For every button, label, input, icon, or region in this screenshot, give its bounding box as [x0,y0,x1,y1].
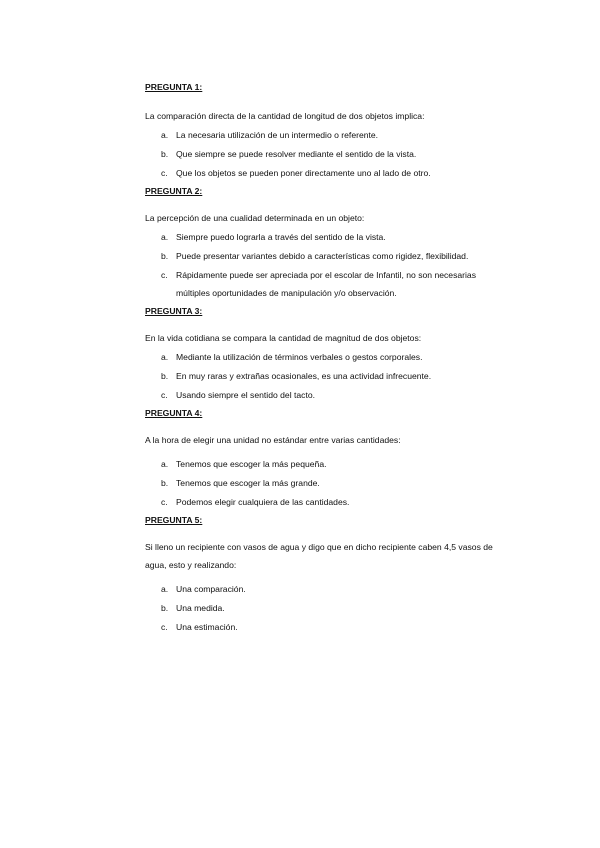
question-section-5 [145,514,505,636]
option-item [145,247,505,265]
options-list [145,126,505,182]
option-item [145,386,505,404]
option-item [145,618,505,636]
option-item [145,266,505,302]
options-list [145,580,505,636]
option-item [145,164,505,182]
option-letter: c. [161,168,168,178]
question-section-2 [145,185,505,302]
question-text: La comparación directa de la cantidad de longitud de dos objetos implica: [145,111,425,121]
option-text: Tenemos que escoger la más pequeña. [176,459,327,469]
option-item [145,126,505,144]
option-letter: b. [161,149,169,159]
quiz-content [145,81,505,637]
options-list [145,455,505,511]
option-item [145,145,505,163]
option-item [145,455,505,473]
option-letter: b. [161,478,169,488]
option-letter: a. [161,584,169,594]
option-text: Puede presentar variantes debido a características como rigidez, flexibilidad. [176,251,469,261]
option-text: Siempre puedo lograrla a través del sentido de la vista. [176,232,386,242]
option-letter: a. [161,232,169,242]
option-letter: c. [161,622,168,632]
question-heading: PREGUNTA 4: [145,408,203,418]
question-heading: PREGUNTA 2: [145,186,203,196]
option-text: Mediante la utilización de términos verbales o gestos corporales. [176,352,423,362]
option-letter: a. [161,130,169,140]
option-text: Podemos elegir cualquiera de las cantidades. [176,497,350,507]
option-item [145,599,505,617]
option-text: Que siempre se puede resolver mediante el sentido de la vista. [176,149,417,159]
option-text: Rápidamente puede ser apreciada por el escolar de Infantil, no son necesarias múltiples oportunidades de manipulación y/o observación. [176,270,477,298]
option-letter: b. [161,603,169,613]
question-heading: PREGUNTA 1: [145,82,203,92]
option-item [145,580,505,598]
options-list [145,228,505,302]
option-text: Que los objetos se pueden poner directamente uno al lado de otro. [176,168,431,178]
option-text: Tenemos que escoger la más grande. [176,478,320,488]
question-text: La percepción de una cualidad determinada en un objeto: [145,213,365,223]
question-text: A la hora de elegir una unidad no estándar entre varias cantidades: [145,435,401,445]
question-section-4 [145,407,505,511]
option-letter: c. [161,270,168,280]
option-letter: a. [161,459,169,469]
option-item [145,474,505,492]
question-text: Si lleno un recipiente con vasos de agua y digo que en dicho recipiente caben 4,5 vasos de agua, esto y realizando: [145,542,493,570]
question-section-1 [145,81,505,182]
option-item [145,348,505,366]
option-letter: c. [161,497,168,507]
option-letter: c. [161,390,168,400]
option-text: Una medida. [176,603,225,613]
question-text: En la vida cotidiana se compara la cantidad de magnitud de dos objetos: [145,333,422,343]
options-list [145,348,505,404]
option-letter: b. [161,371,169,381]
option-item [145,228,505,246]
question-section-3 [145,305,505,404]
option-text: Una comparación. [176,584,246,594]
question-heading: PREGUNTA 3: [145,306,203,316]
option-item [145,367,505,385]
option-item [145,493,505,511]
option-text: En muy raras y extrañas ocasionales, es una actividad infrecuente. [176,371,432,381]
option-letter: a. [161,352,169,362]
option-text: Usando siempre el sentido del tacto. [176,390,316,400]
option-text: La necesaria utilización de un intermedio o referente. [176,130,379,140]
option-letter: b. [161,251,169,261]
question-heading: PREGUNTA 5: [145,515,203,525]
option-text: Una estimación. [176,622,238,632]
